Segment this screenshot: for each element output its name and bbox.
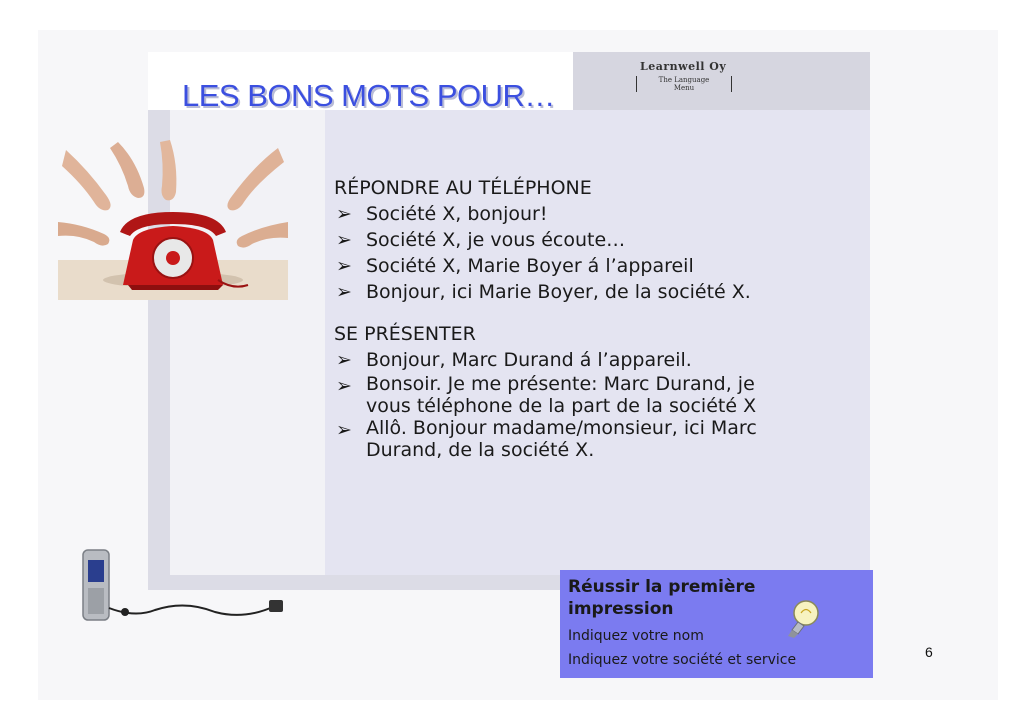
bullet-list-presenter	[334, 347, 854, 461]
callout-line-company: Indiquez votre société et service	[568, 652, 797, 668]
bullet-arrow-icon: ➢	[336, 255, 352, 277]
bullet-text: Société X, bonjour!	[366, 203, 548, 225]
list-item	[334, 373, 854, 417]
list-item	[334, 347, 854, 373]
bullet-text: Bonjour, ici Marie Boyer, de la société X.	[366, 281, 751, 303]
bullet-text: Société X, je vous écoute…	[366, 229, 626, 251]
logo-subtitle	[636, 76, 732, 92]
bullet-arrow-icon: ➢	[336, 203, 352, 225]
bullet-text: Bonjour, Marc Durand á l’appareil.	[366, 349, 692, 371]
bullet-arrow-icon: ➢	[336, 229, 352, 251]
logo-sub-line2: Menu	[673, 84, 695, 92]
section-heading-presenter: SE PRÉSENTER	[334, 323, 476, 345]
bullet-arrow-icon: ➢	[336, 281, 352, 303]
bullet-arrow-icon: ➢	[336, 375, 352, 397]
lightbulb-icon	[784, 598, 824, 640]
mobile-phone-with-charger-icon	[55, 548, 285, 628]
callout-line-name: Indiquez votre nom	[568, 628, 704, 644]
bullet-list-repondre	[334, 201, 854, 305]
callout-title: Réussir la première impression	[568, 577, 756, 619]
slide-title: LES BONS MOTS POUR…	[182, 78, 555, 113]
list-item	[334, 201, 854, 227]
list-item	[334, 227, 854, 253]
bullet-text-continued: Durand, de la société X.	[366, 439, 595, 461]
section-heading-repondre: RÉPONDRE AU TÉLÉPHONE	[334, 177, 592, 199]
page-number: 6	[925, 644, 933, 660]
logo-sub-line1: The Language	[658, 76, 710, 84]
logo-name: Learnwell Oy	[640, 60, 727, 73]
list-item	[334, 253, 854, 279]
bullet-text: Société X, Marie Boyer á l’appareil	[366, 255, 694, 277]
bullet-arrow-icon: ➢	[336, 349, 352, 371]
list-item	[334, 279, 854, 305]
bullet-text: Allô. Bonjour madame/monsieur, ici Marc	[366, 417, 757, 439]
list-item	[334, 417, 854, 461]
bullet-arrow-icon: ➢	[336, 419, 352, 441]
slide-content	[334, 175, 854, 477]
bullet-text: Bonsoir. Je me présente: Marc Durand, je	[366, 373, 755, 395]
bullet-text-continued: vous téléphone de la part de la société X	[366, 395, 757, 417]
red-rotary-phone-with-hands-icon	[58, 140, 288, 300]
